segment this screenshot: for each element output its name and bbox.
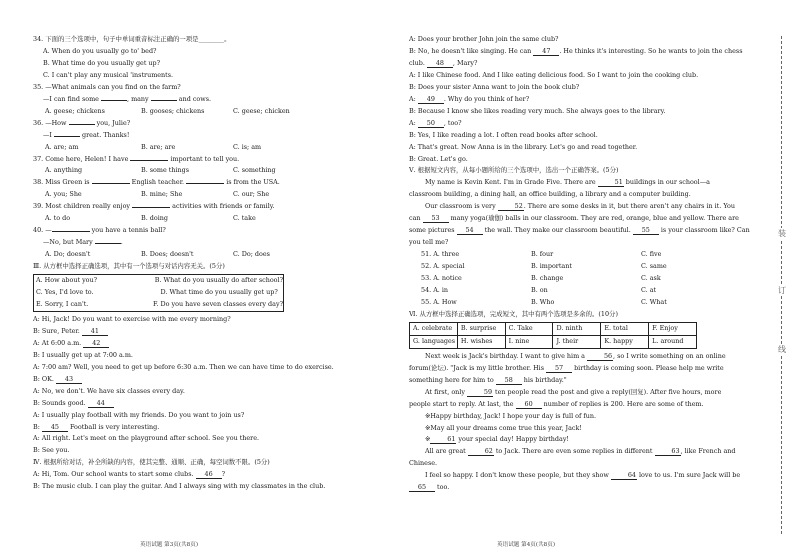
box-option: B. surprise [458,323,506,335]
answer-blank[interactable] [151,100,177,101]
box-option: G. languages [410,336,458,348]
q34-option-c: C. I can't play any musical 'instruments. [43,70,174,79]
section-4-title: Ⅳ. 根据所给对话，补全所缺的内容，使其完整、通顺、正确，每空词数不限。(5分) [33,458,270,467]
q39-stem: 39. Most children really enjoy activities with friends or family. [33,202,275,211]
q34-stem: 34. 下面的三个选项中，句子中单词重音标注正确的一项是________。 [33,35,231,43]
passage-line: ※ 61 your special day! Happy birthday! [425,435,569,444]
answer-blank[interactable]: 54 [457,226,483,235]
answer-blank[interactable]: 43 [56,375,82,384]
box-option: J. their [553,336,601,348]
answer-blank[interactable]: 50 [418,119,444,128]
answer-blank[interactable]: 60 [516,400,542,409]
passage-line: I feel so happy. I don't know these people, but they show 64 love to us. I'm sure Jack will be [425,471,741,480]
dialog-line: B: Does your sister Anna want to join the book club? [409,82,580,91]
q36-stem: 36. —How you, Julie? [33,118,131,127]
word-box-row [409,322,697,336]
word-box-row [409,335,697,349]
dialog-line: A: 7:00 am? Well, you need to get up before 6:30 a.m. Then we can have time to do exercise. [33,362,334,371]
passage-line: Next week is Jack's birthday. I want to give him a 56, so I write something on an online [425,351,726,360]
answer-blank[interactable]: 65 [409,483,435,492]
dialog-line: A: Hi, Jack! Do you want to exercise with me every morning? [33,314,231,323]
answer-blank[interactable]: 47 [533,47,559,56]
options-box [33,274,284,312]
answer-blank[interactable]: 64 [611,471,637,480]
answer-blank[interactable] [130,160,168,161]
q37-options: A. anything B. some things C. something [45,166,276,175]
q34-option-a: A. When do you usually go to' bed? [43,46,157,55]
passage-line: Our classroom is very 52. There are some desks in it, but there aren't any chairs in it. You [425,202,735,211]
dialog-line: club. 48 , Mary? [409,58,478,67]
dialog-line: A: Hi, Tom. Our school wants to start some clubs. 46 ? [33,470,226,479]
section-6-title: Ⅵ. 从方框中选择正确选项，完成短文，其中有两个选项是多余的。(10分) [409,309,618,318]
passage-line: At first, only 59 ten people read the post and give a reply(回复). After five hours, more [425,387,722,396]
dialog-line: A: That's great. Now Anna is in the library. Let's go and read together. [409,142,638,151]
answer-blank[interactable] [95,243,121,244]
answer-blank[interactable]: 61 [430,435,456,444]
answer-blank[interactable]: 48 [427,59,453,68]
box-option: F. Enjoy [652,323,678,332]
dialog-line: A: 50 , too? [409,118,462,127]
binding-label: 装 [778,229,786,238]
passage-line: Chinese. [409,459,438,468]
dialog-line: A: At 6:00 a.m. 42 [33,338,387,350]
answer-blank[interactable] [54,136,80,137]
box-option: C. Yes, I'd love to. [36,288,94,297]
binding-label: 订 [778,286,786,295]
dialog-line: B: Because I know she likes reading very much. She always goes to the library. [409,106,666,115]
passage-line: ※Happy birthday, Jack! I hope your day is full of fun. [425,411,597,420]
passage-line: classroom building, a dining hall, an office building, a library and a computer building. [409,190,691,199]
q38-stem: 38. Miss Green is English teacher. is from the USA. [33,178,280,187]
dialog-line: A: All right. Let's meet on the playground after school. See you there. [33,434,260,443]
box-option: L. around [652,336,684,345]
answer-blank[interactable] [69,124,95,125]
dialog-line: B: Sounds good. 44 [33,398,387,410]
answer-blank[interactable]: 51 [598,178,624,187]
q35-stem: 35. —What animals can you find on the farm? [33,82,181,91]
passage-line: you tell me? [409,238,449,247]
dialog-line: B: 45 Football is very interesting. [33,422,160,431]
box-option: C. Take [506,323,554,335]
passage-line: My name is Kevin Kent. I'm in Grade Five. There are 51 buildings in our school—a [425,178,710,187]
q37-stem: 37. Come here, Helen! I have important to tell you. [33,154,240,163]
q35-options: A. geese; chickens B. gooses; chickens C. geese; chicken [45,106,290,115]
box-option: I. nine [506,336,554,348]
answer-blank[interactable]: 59 [467,388,493,397]
answer-blank[interactable]: 41 [82,327,108,336]
answer-blank[interactable]: 63 [655,447,681,456]
mc-options-51: 51. A. three B. four C. five [421,250,662,259]
q35-line2: —I can find some , many and cows. [43,94,212,103]
dialog-line: B: No, he doesn't like singing. He can 47 . He thinks it's interesting. So he wants to join the chess [409,46,743,55]
dialog-line: B: Yes, I like reading a lot. I often read books after school. [409,130,598,139]
dialog-line: B: Sure, Peter. 41 [33,326,387,338]
q40-stem: 40. — you have a tennis ball? [33,226,166,235]
answer-blank[interactable]: 45 [42,423,68,432]
answer-blank[interactable] [52,231,90,232]
dialog-line: B: OK. 43 [33,374,387,386]
q40-line2: —No, but Mary . [43,238,123,247]
box-option: B. What do you usually do after school? [154,276,283,285]
passage-line: can 53 many yoga(瑜伽) balls in our classroom. They are red, orange, blue and yellow. There are [409,214,739,223]
passage-line: something here for him to 58 his birthday." [409,375,567,384]
answer-blank[interactable]: 55 [633,226,659,235]
q38-options: A. you; She B. mine; She C. our; She [45,190,270,199]
dialog-line: A: I like Chinese food. And I like eating delicious food. So I want to join the cooking club. [409,70,699,79]
mc-options-54: 54. A. in B. on C. at [421,286,657,295]
dialog-line: B: I usually get up at 7:00 a.m. [33,350,133,359]
mc-options-53: 53. A. notice B. change C. ask [421,274,661,283]
box-option: F. Do you have seven classes every day? [153,299,283,308]
dialog-line: A: No, we don't. We have six classes every day. [33,386,185,395]
dialog-line: A: 49 . Why do you think of her? [409,94,530,103]
right-exam-page [397,0,794,554]
box-option: E. total [601,323,649,335]
answer-blank[interactable]: 52 [498,202,524,211]
passage-line: ※May all your dreams come true this year, Jack! [425,423,582,432]
answer-blank[interactable]: 57 [546,364,572,373]
box-option: A. How about you? [36,276,98,285]
box-option: D. What time do you usually get up? [160,288,278,297]
page-footer: 英语试题 第3页(共8页) [140,542,199,548]
box-option: D. ninth [553,323,601,335]
passage-line: All are great 62 to Jack. There are even some replies in different 63, like French and [425,447,736,456]
mc-options-52: 52. A. special B. important C. same [421,262,667,271]
answer-blank[interactable]: 58 [496,376,522,385]
dialog-line: B: Great. Let's go. [409,154,468,163]
q39-options: A. to do B. doing C. take [45,214,256,223]
answer-blank[interactable] [101,100,127,101]
binding-label: 线 [778,345,786,354]
answer-blank[interactable]: 49 [418,95,444,104]
box-option: A. celebrate [410,323,458,335]
passage-line: people start to reply. At last, the 60 number of replies is 200. Here are some of them. [409,399,704,408]
mc-options-55: 55. A. How B. Who C. What [421,297,667,306]
answer-blank[interactable]: 56 [587,352,613,361]
answer-blank[interactable] [132,207,170,208]
page-footer: 英语试题 第4页(共8页) [497,542,556,548]
q40-options: A. Do; doesn't B. Does; doesn't C. Do; does [45,250,270,259]
passage-line: some pictures 54 the wall. They make our classroom beautiful. 55 is your classroom like? Can [409,226,750,235]
answer-blank[interactable]: 46 [196,470,222,479]
dialog-line: B: The music club. I can play the guitar. And I always sing with my classmates in the club. [33,482,326,491]
q36-options: A. are; am B. are; are C. is; am [45,142,262,151]
passage-line: forum(论坛). "Jack is my little brother. His 57 birthday is coming soon. Please help me write [409,363,724,372]
answer-blank[interactable]: 42 [83,339,109,348]
answer-blank[interactable]: 62 [468,447,494,456]
section-5-title: Ⅴ. 根据短文内容，从每小题所给的三个选项中，选出一个正确答案。(5分) [409,166,619,175]
answer-blank[interactable]: 53 [423,214,449,223]
q36-line2: —I great. Thanks! [43,130,130,139]
box-option: K. happy [601,336,649,348]
passage-line: 65 too. [409,482,764,494]
dialog-line: A: I usually play football with my friends. Do you want to join us? [33,410,245,419]
box-option: H. wishes [458,336,506,348]
section-3-title: Ⅲ. 从方框中选择正确选项，其中有一个选项与对话内容无关。(5分) [33,262,225,271]
box-option: E. Sorry, I can't. [36,299,89,308]
answer-blank[interactable] [186,183,224,184]
dialog-line: A: Does your brother John join the same club? [409,35,559,43]
dialog-line: B: See you. [33,446,70,455]
answer-blank[interactable]: 44 [88,399,114,408]
q34-option-b: B. What time do you usually get up? [43,58,161,67]
answer-blank[interactable] [92,183,130,184]
